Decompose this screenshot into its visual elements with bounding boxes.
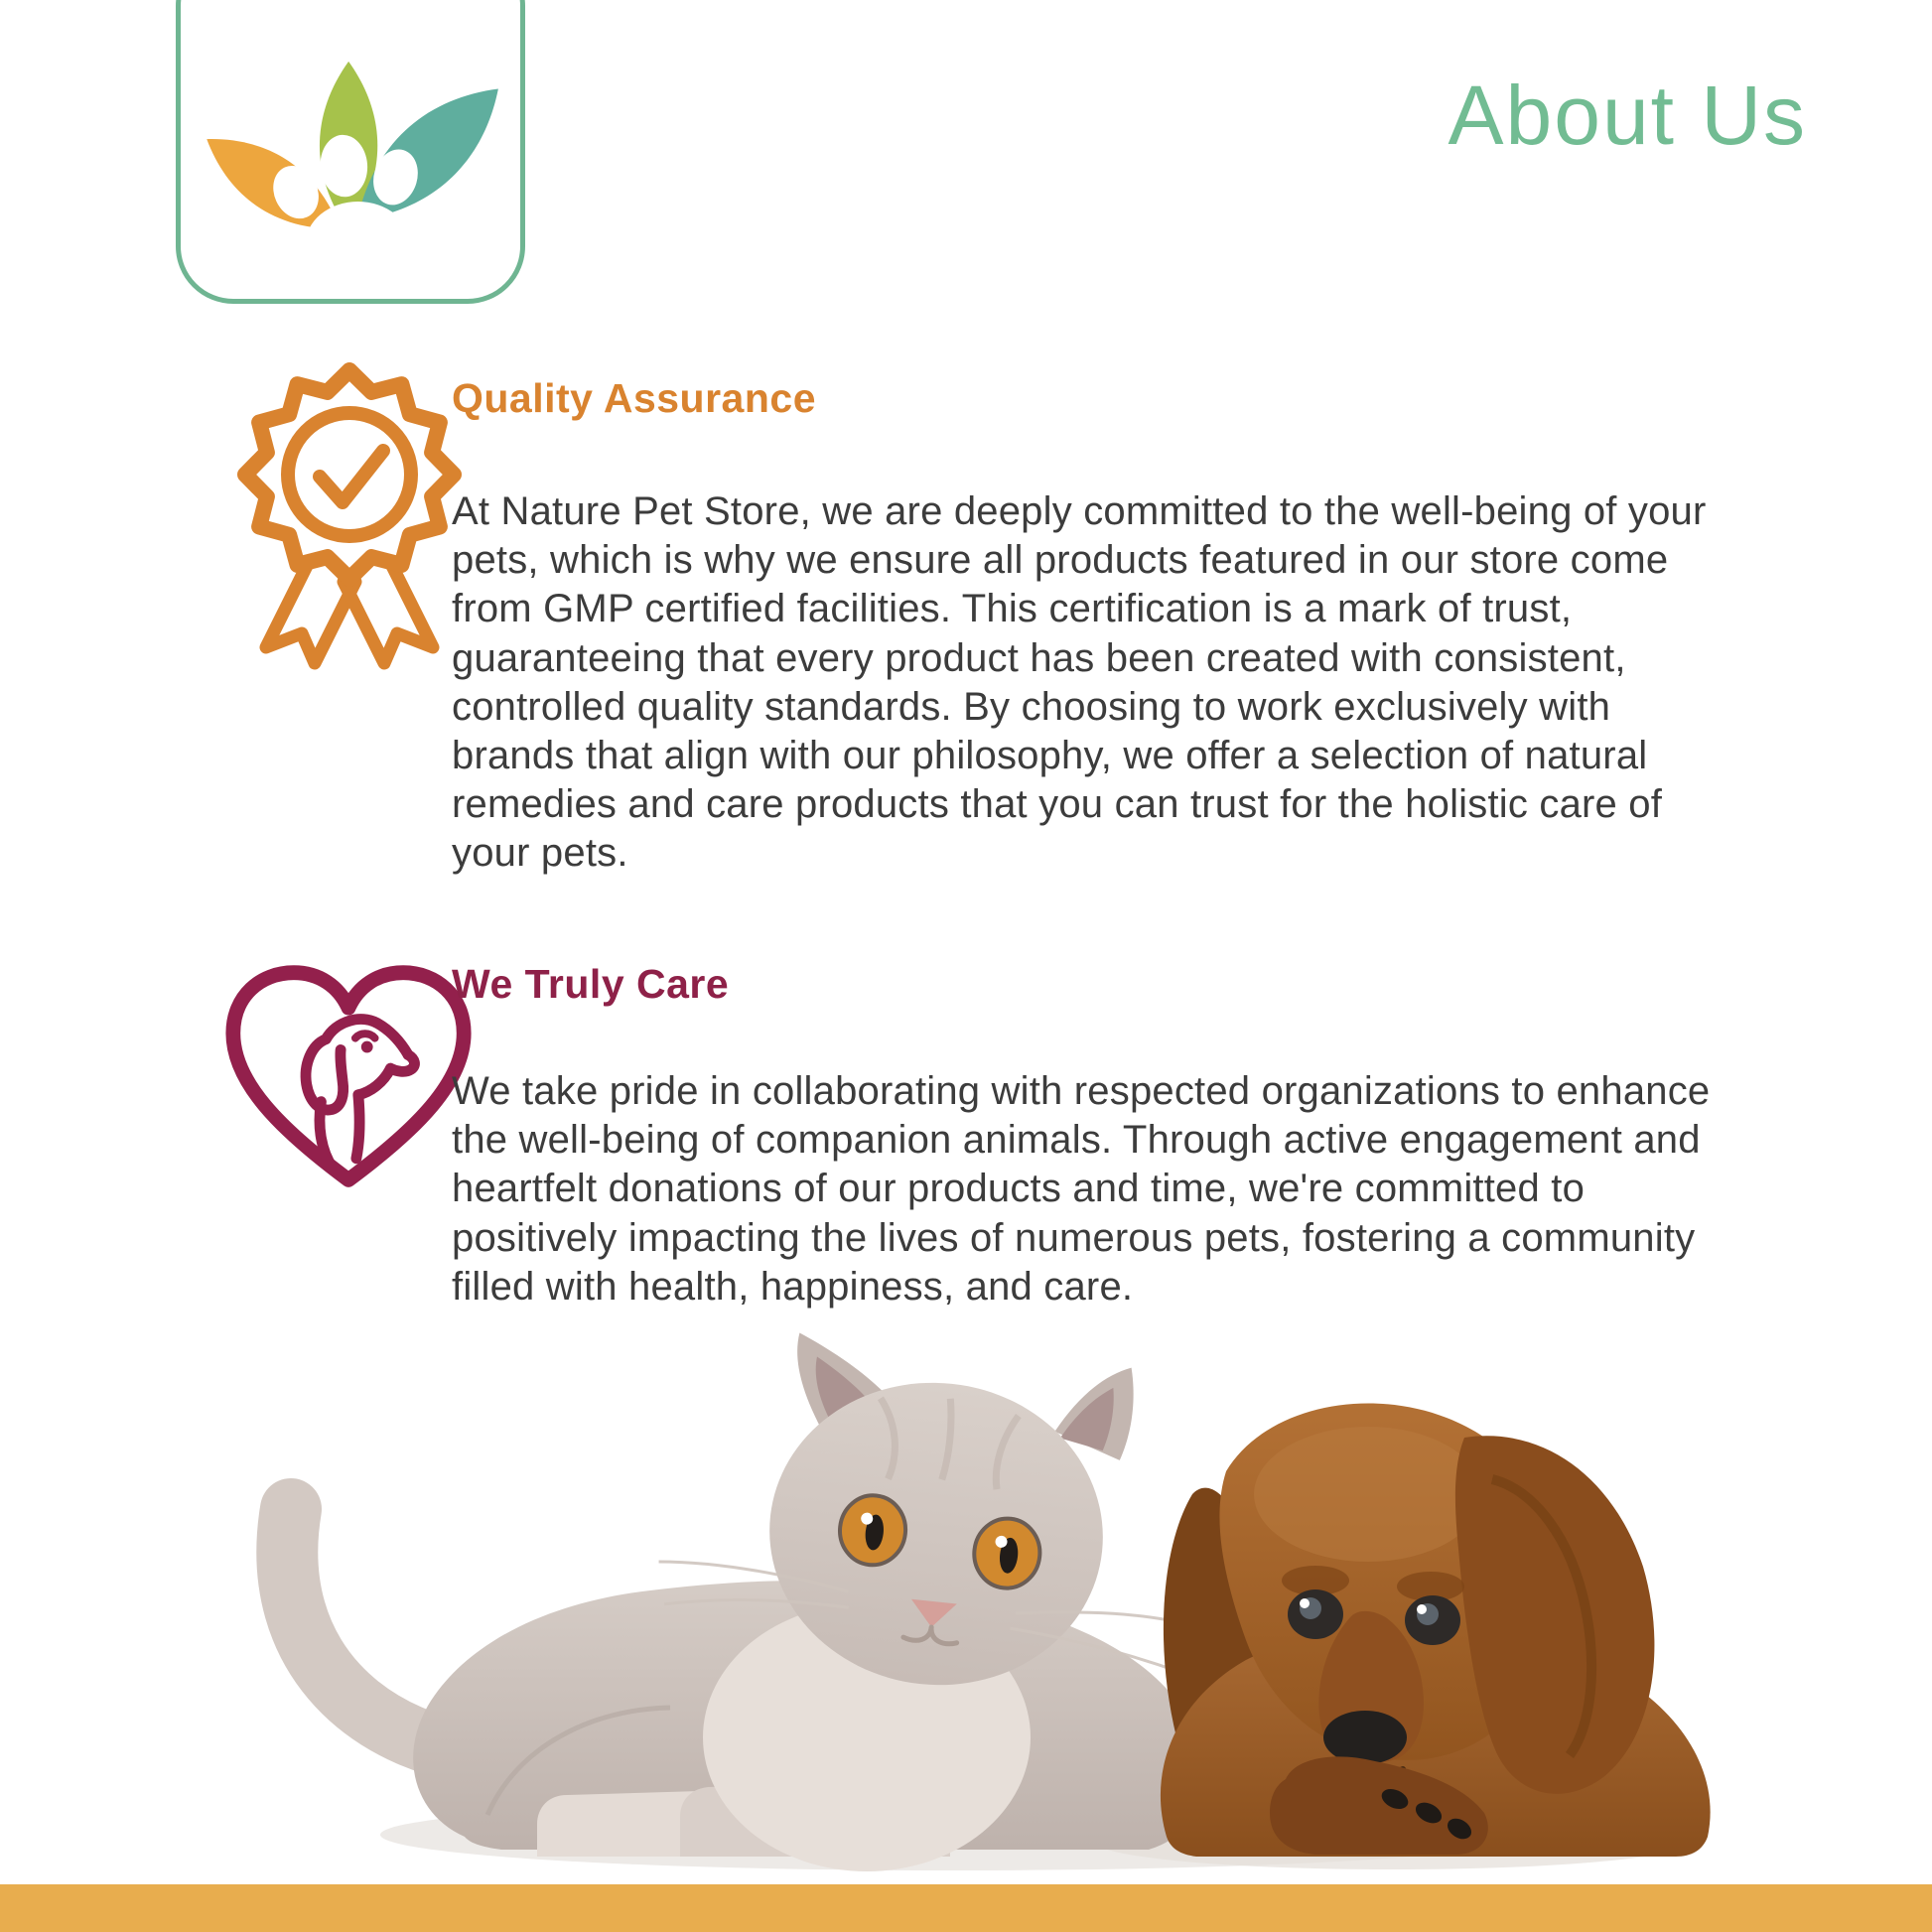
award-ribbon-icon xyxy=(220,355,479,673)
leaf-paw-logo-icon xyxy=(191,5,510,293)
page-title: About Us xyxy=(1448,69,1807,162)
cat-dog-photo-illustration xyxy=(172,1320,1760,1876)
section-body: We take pride in collaborating with respected organizations to enhance the well-being of companion animals. Through active engagement and heartfelt donations of our products and time, we're committed to positively impacting the lives of numerous pets, fostering a community filled with health, happiness, and care. xyxy=(452,1069,1711,1309)
section-heading: We Truly Care xyxy=(452,961,730,1007)
brand-logo xyxy=(176,0,525,304)
pets-photo xyxy=(172,1320,1760,1876)
section-heading: Quality Assurance xyxy=(452,375,817,421)
section-body: At Nature Pet Store, we are deeply committed to the well-being of your pets, which is why we ensure all products featured in our store come from GMP certified facilities. This certification is a mark of trust, guaranteeing that every product has been created with consistent, controlled quality standards. By choosing to work exclusively with brands that align with our philosophy, we offer a selection of natural remedies and care products that you can trust for the holistic care of your pets. xyxy=(452,489,1707,876)
heart-dog-icon xyxy=(211,953,485,1207)
footer-accent-bar xyxy=(0,1884,1932,1932)
